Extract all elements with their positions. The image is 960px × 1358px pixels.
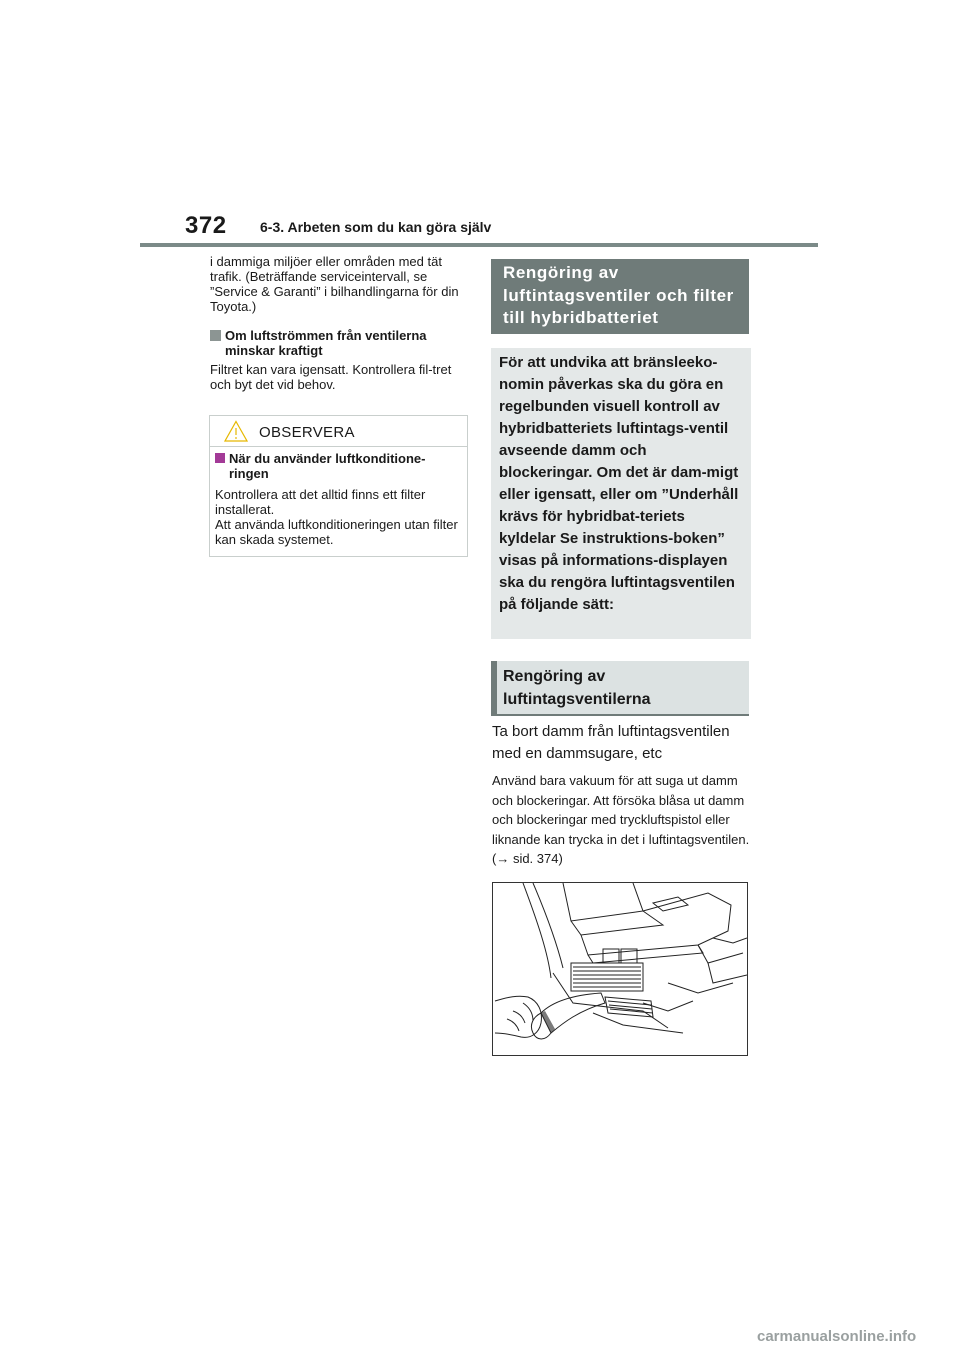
header-rule — [140, 243, 818, 247]
square-bullet-icon — [215, 453, 225, 463]
airflow-heading-text: Om luftströmmen från ventilerna minskar kraftigt — [225, 328, 427, 358]
main-heading: Rengöring av luftintagsventiler och filter till hybridbatteriet — [491, 259, 749, 334]
notice-title: OBSERVERA — [259, 424, 355, 441]
notice-box — [209, 415, 468, 557]
sub-heading — [491, 661, 749, 716]
notice-text-1: Kontrollera att det alltid finns ett filter installerat. — [215, 487, 426, 517]
left-column — [210, 254, 468, 392]
step-text: Ta bort damm från luftintagsventilen med en dammsugare, etc — [492, 723, 730, 762]
sub-heading-text: Rengöring av luftintagsventilerna — [503, 668, 651, 708]
notice-subheading-text: När du använder luftkonditione-ringen — [229, 451, 426, 481]
notice-text-2: Att använda luftkonditioneringen utan filter kan skada systemet. — [215, 517, 458, 547]
sub-heading-bar — [491, 661, 497, 714]
note-text: Använd bara vakuum för att suga ut damm och blockeringar. Att försöka blåsa ut damm och blockeringar med tryckluftspistol eller liknande kan trycka in det i luftintagsventilen. (→ sid. 374) — [492, 773, 750, 866]
section-title: 6-3. Arbeten som du kan göra själv — [260, 219, 492, 235]
watermark: carmanualsonline.info — [757, 1328, 917, 1345]
notice-body — [210, 447, 467, 547]
page-number: 372 — [185, 212, 227, 239]
vacuum-drawing — [493, 883, 747, 1055]
warning-triangle-icon — [224, 420, 248, 442]
notice-subheading — [215, 451, 459, 481]
notice-header — [210, 416, 467, 447]
vacuum-illustration — [492, 882, 748, 1056]
airflow-paragraph: Filtret kan vara igensatt. Kontrollera fil-tret och byt det vid behov. — [210, 362, 452, 392]
intro-box: För att undvika att bränsleeko-nomin påverkas ska du göra en regelbunden visuell kontroll av hybridbatteriets luftintags-ventil avseende damm och blockeringar. Om det är dam-migt eller igensatt, eller om ”Underhåll krävs för hybridbat-teriets kyldelar Se instruktions-boken” visas på informations-displayen ska du rengöra luftintagsventilen på följande sätt: — [491, 348, 751, 639]
airflow-heading — [210, 328, 468, 358]
square-bullet-icon — [210, 330, 221, 341]
intro-paragraph: i dammiga miljöer eller områden med tät trafik. (Beträffande serviceintervall, se ”Service & Garanti” i bilhandlingarna för din Toyota.) — [210, 254, 459, 314]
